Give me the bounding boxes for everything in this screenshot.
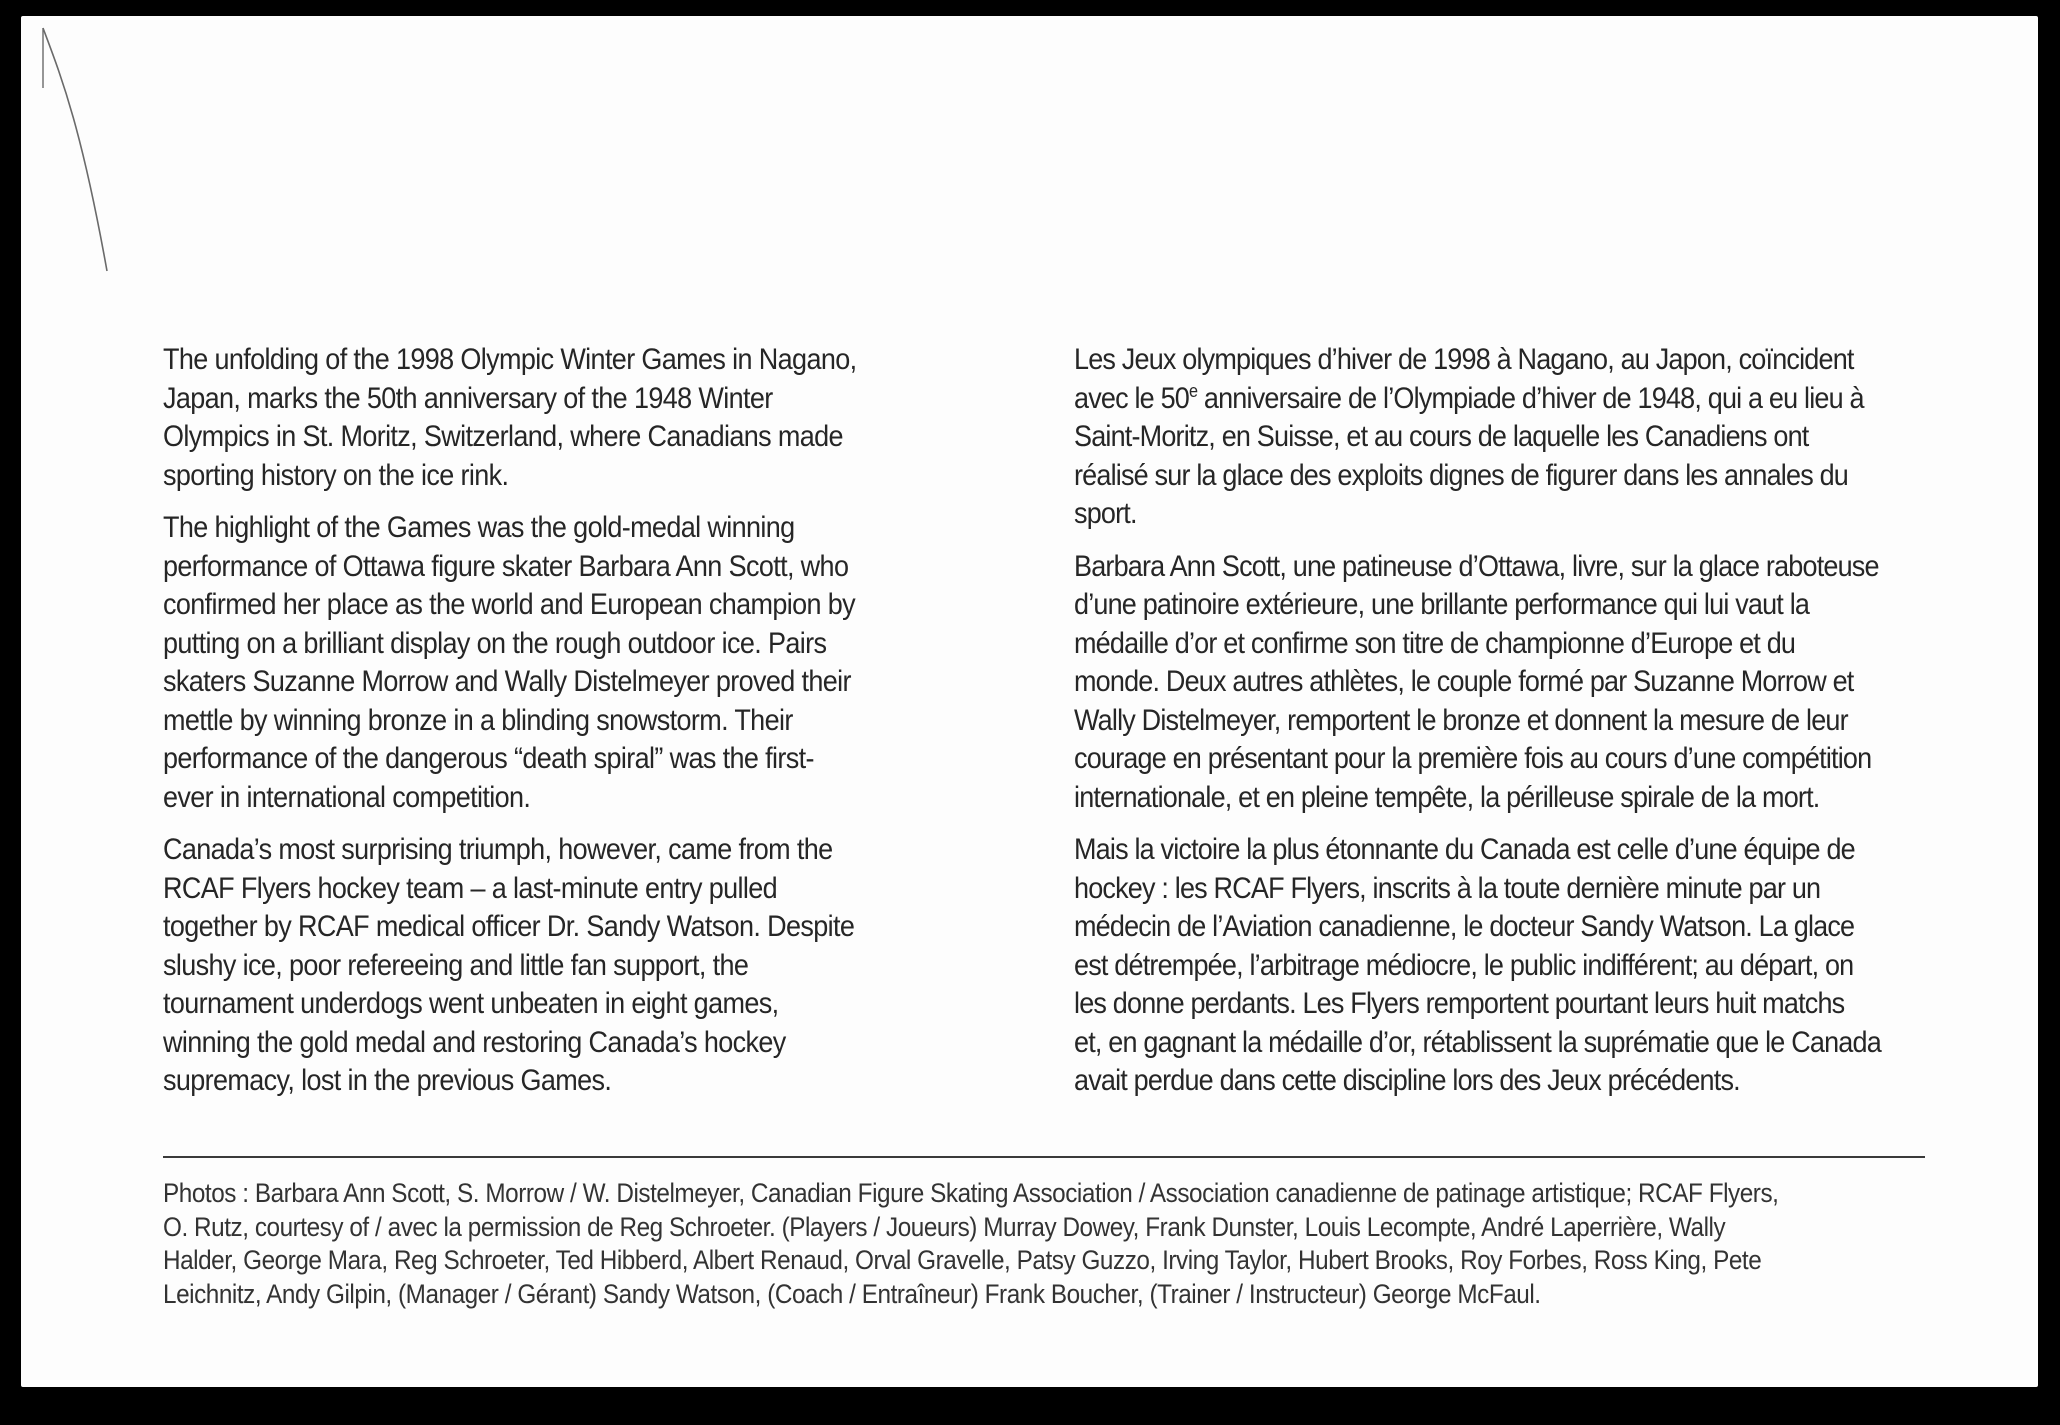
- text-line: mettle by winning bronze in a blinding snowstorm. Their: [163, 703, 793, 737]
- text-line: Japan, marks the 50th anniversary of the 1948 Winter: [163, 381, 773, 415]
- english-paragraph-figure-skating: [163, 509, 982, 817]
- french-paragraph-hockey: [1074, 831, 1902, 1101]
- text-line: confirmed her place as the world and European champion by: [163, 588, 856, 621]
- text-line: hockey : les RCAF Flyers, inscrits à la toute dernière minute par un: [1074, 871, 1821, 905]
- text-line: Saint-Moritz, en Suisse, et au cours de laquelle les Canadiens ont: [1074, 420, 1809, 453]
- text-line: réalisé sur la glace des exploits dignes de figurer dans les annales du: [1074, 458, 1848, 492]
- text-line: sporting history on the ice rink.: [163, 458, 509, 492]
- text-line: putting on a brilliant display on the rough outdoor ice. Pairs: [163, 626, 827, 660]
- credits-line: Photos : Barbara Ann Scott, S. Morrow / W. Distelmeyer, Canadian Figure Skating Association / Association canadienne de patinage artistique; RCAF Flyers,: [163, 1178, 1779, 1208]
- credits-line: O. Rutz, courtesy of / avec la permission de Reg Schroeter. (Players / Joueurs) Murray Dowey, Frank Dunster, Louis Lecompte, André Laperrière, Wally: [163, 1211, 1726, 1242]
- text-line: RCAF Flyers hockey team – a last-minute entry pulled: [163, 871, 777, 905]
- ordinal-superscript: e: [1188, 380, 1198, 401]
- text-line: médecin de l’Aviation canadienne, le docteur Sandy Watson. La glace: [1074, 910, 1855, 943]
- text-fragment: anniversaire de l’Olympiade d’hiver de 1948, qui a eu lieu à: [1197, 381, 1864, 415]
- english-text-column: [163, 341, 982, 1115]
- text-line: tournament underdogs went unbeaten in eight games,: [163, 987, 779, 1020]
- text-line: together by RCAF medical officer Dr. Sandy Watson. Despite: [163, 910, 855, 943]
- text-line: Les Jeux olympiques d’hiver de 1998 à Nagano, au Japon, coïncident: [1074, 343, 1854, 376]
- text-line: Olympics in St. Moritz, Switzerland, where Canadians made: [163, 420, 843, 453]
- text-line: supremacy, lost in the previous Games.: [163, 1064, 612, 1097]
- text-line: skaters Suzanne Morrow and Wally Distelmeyer proved their: [163, 665, 851, 698]
- divider-rule: [163, 1156, 1925, 1158]
- text-line: sport.: [1074, 497, 1137, 530]
- text-line: est détrempée, l’arbitrage médiocre, le public indifférent; au départ, on: [1074, 948, 1854, 982]
- text-line: The unfolding of the 1998 Olympic Winter Games in Nagano,: [163, 343, 857, 376]
- text-line: performance of the dangerous “death spiral” was the first-: [163, 742, 814, 775]
- french-paragraph-intro: [1074, 341, 1902, 534]
- text-line: médaille d’or et confirme son titre de championne d’Europe et du: [1074, 626, 1796, 660]
- english-paragraph-hockey: [163, 831, 982, 1101]
- text-line: ever in international competition.: [163, 780, 531, 814]
- envelope-back: [21, 16, 2038, 1387]
- text-line: performance of Ottawa figure skater Barbara Ann Scott, who: [163, 549, 849, 583]
- text-line: Canada’s most surprising triumph, however, came from the: [163, 833, 833, 866]
- text-line: [1074, 380, 1902, 419]
- text-line: monde. Deux autres athlètes, le couple formé par Suzanne Morrow et: [1074, 665, 1854, 698]
- text-line: avait perdue dans cette discipline lors des Jeux précédents.: [1074, 1064, 1740, 1097]
- text-line: Barbara Ann Scott, une patineuse d’Ottawa, livre, sur la glace raboteuse: [1074, 549, 1879, 583]
- text-line: The highlight of the Games was the gold-medal winning: [163, 511, 795, 544]
- text-line: courage en présentant pour la première fois au cours d’une compétition: [1074, 742, 1872, 775]
- text-line: Wally Distelmeyer, remportent le bronze et donnent la mesure de leur: [1074, 703, 1848, 737]
- text-line: d’une patinoire extérieure, une brillante performance qui lui vaut la: [1074, 588, 1810, 621]
- text-line: les donne perdants. Les Flyers remportent pourtant leurs huit matchs: [1074, 987, 1845, 1020]
- text-line: slushy ice, poor refereeing and little fan support, the: [163, 948, 749, 982]
- photo-credits: [163, 1177, 1927, 1311]
- envelope-crease-mark: [21, 16, 161, 316]
- text-line: et, en gagnant la médaille d’or, rétablissent la suprématie que le Canada: [1074, 1025, 1881, 1059]
- credits-line: Leichnitz, Andy Gilpin, (Manager / Gérant) Sandy Watson, (Coach / Entraîneur) Frank Boucher, (Trainer / Instructeur) George McFaul.: [163, 1278, 1541, 1309]
- english-paragraph-intro: [163, 341, 982, 495]
- text-line: winning the gold medal and restoring Canada’s hockey: [163, 1025, 786, 1059]
- text-line: Mais la victoire la plus étonnante du Canada est celle d’une équipe de: [1074, 833, 1855, 866]
- text-line: internationale, et en pleine tempête, la périlleuse spirale de la mort.: [1074, 780, 1820, 814]
- french-paragraph-figure-skating: [1074, 548, 1902, 818]
- text-fragment: avec le 50: [1074, 381, 1189, 415]
- credits-line: Halder, George Mara, Reg Schroeter, Ted Hibberd, Albert Renaud, Orval Gravelle, Patsy Guzzo, Irving Taylor, Hubert Brooks, Roy Forbes, Ross King, Pete: [163, 1245, 1762, 1275]
- french-text-column: [1074, 341, 1902, 1115]
